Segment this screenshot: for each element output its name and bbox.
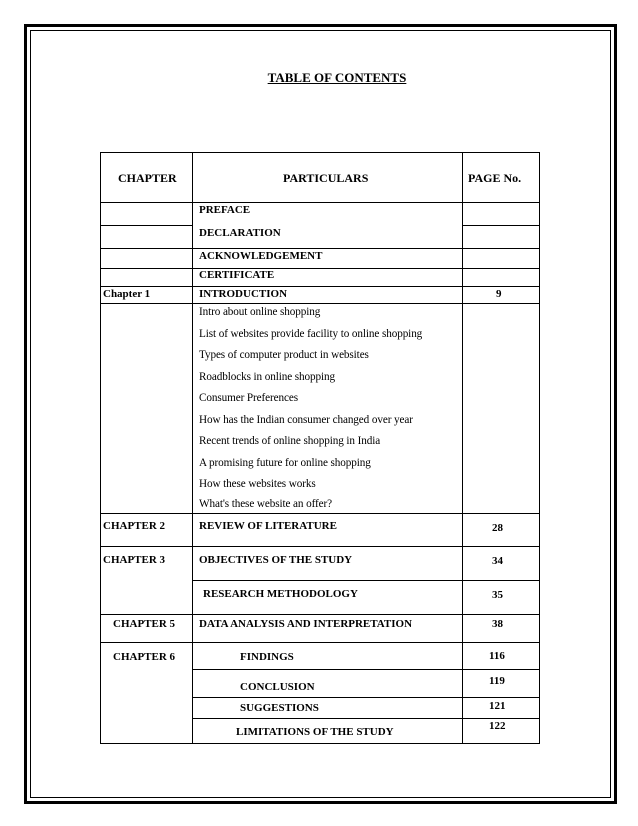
list-item: List of websites provide facility to online shopping [199, 328, 423, 340]
chapter-label: CHAPTER 6 [113, 651, 176, 663]
front-matter-item: DECLARATION [199, 227, 281, 239]
row-divider [100, 248, 540, 249]
row-divider [100, 614, 540, 615]
front-matter-item: PREFACE [199, 204, 251, 216]
list-item: Types of computer product in websites [199, 349, 369, 361]
page-title: TABLE OF CONTENTS [267, 70, 407, 85]
chapter-title: REVIEW OF LITERATURE [199, 520, 337, 532]
row-divider [100, 546, 540, 547]
front-matter-item: CERTIFICATE [199, 269, 275, 281]
page-number: 38 [492, 618, 503, 630]
header-chapter: CHAPTER [118, 171, 177, 185]
row-divider [192, 580, 540, 581]
page-number: 119 [489, 675, 505, 687]
row-divider [100, 268, 540, 269]
header-page: PAGE No. [468, 171, 522, 185]
page-number: 122 [489, 720, 506, 732]
row-divider [100, 225, 192, 226]
chapter-entry: SUGGESTIONS [240, 702, 319, 714]
header-particulars: PARTICULARS [283, 171, 369, 185]
chapter-label: CHAPTER 2 [103, 520, 166, 532]
list-item: How has the Indian consumer changed over year [199, 414, 413, 426]
row-divider [192, 669, 540, 670]
toc-table [100, 152, 540, 744]
column-divider [192, 152, 193, 744]
row-divider [100, 303, 540, 304]
chapter-entry: LIMITATIONS OF THE STUDY [236, 726, 394, 738]
list-item: A promising future for online shopping [199, 457, 371, 469]
chapter-title: INTRODUCTION [199, 288, 288, 300]
chapter-subtitle: RESEARCH METHODOLOGY [203, 588, 358, 600]
page-number: 35 [492, 589, 503, 601]
list-item: How these websites works [199, 478, 316, 490]
chapter-label: CHAPTER 3 [103, 554, 166, 566]
chapter-label: CHAPTER 5 [113, 618, 176, 630]
chapter-title: DATA ANALYSIS AND INTERPRETATION [199, 618, 413, 630]
chapter-title: OBJECTIVES OF THE STUDY [199, 554, 353, 566]
chapter-entry: FINDINGS [240, 651, 294, 663]
row-divider [100, 202, 540, 203]
list-item: What's these website an offer? [199, 498, 333, 510]
list-item: Intro about online shopping [199, 306, 321, 318]
list-item: Consumer Preferences [199, 392, 298, 404]
page-number: 28 [492, 522, 503, 534]
front-matter-item: ACKNOWLEDGEMENT [199, 250, 323, 262]
row-divider [462, 225, 540, 226]
row-divider [100, 286, 540, 287]
page-number: 121 [489, 700, 506, 712]
row-divider [192, 697, 540, 698]
row-divider [100, 513, 540, 514]
list-item: Recent trends of online shopping in India [199, 435, 381, 447]
page-number: 116 [489, 650, 505, 662]
page-number: 34 [492, 555, 503, 567]
row-divider [100, 642, 540, 643]
chapter-label: Chapter 1 [103, 288, 151, 300]
row-divider [192, 718, 540, 719]
page-number: 9 [496, 288, 502, 300]
chapter-entry: CONCLUSION [240, 681, 315, 693]
column-divider [462, 152, 463, 744]
list-item: Roadblocks in online shopping [199, 371, 336, 383]
